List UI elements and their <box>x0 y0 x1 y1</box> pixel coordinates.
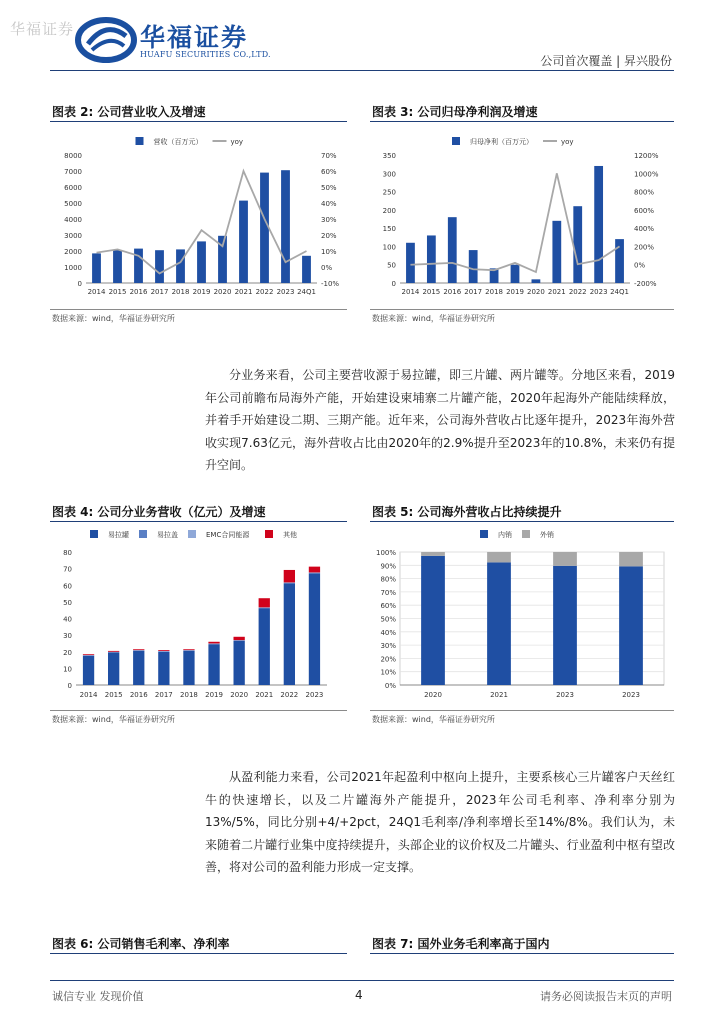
bar-其他 <box>83 654 94 655</box>
y-tick-label: 50% <box>380 615 396 624</box>
y-tick-label: 70 <box>63 565 72 574</box>
figure-2-bottom-rule <box>50 309 347 310</box>
figure-7-rule <box>370 953 674 954</box>
paragraph-text: 分业务来看，公司主要营收源于易拉罐，即三片罐、两片罐等。分地区来看，2019年公司前瞻布局海外产能，开始建设柬埔寨二片罐产能，2020年起海外产能陆续释放，并着手开始建设二期、三期产能。近年来，公司海外营收占比逐年提升，2023年海外营收实现7.63亿元，海外营收占比由2020年的2.9%提升至2023年的10.8%，未来仍有提升空间。 <box>205 368 675 472</box>
brand-name-en: HUAFU SECURITIES CO.,LTD. <box>140 50 271 59</box>
x-tick-label: 2020 <box>213 288 232 296</box>
y-tick-label: 80% <box>380 575 396 584</box>
report-type: 公司首次覆盖 | 昇兴股份 <box>540 54 672 68</box>
y-tick-label: 0 <box>67 682 72 690</box>
legend-label: 易拉盖 <box>157 531 178 539</box>
y-left-tick-label: 0 <box>391 280 396 288</box>
header-divider <box>50 70 674 71</box>
bar-易拉罐 <box>133 651 144 685</box>
y-left-tick-label: 2000 <box>64 248 82 256</box>
bar-其他 <box>158 650 169 651</box>
bar-其他 <box>208 642 219 644</box>
bar-其他 <box>234 637 245 640</box>
bar-内销 <box>487 562 511 685</box>
y-left-tick-label: 1000 <box>64 264 82 272</box>
bar-易拉罐 <box>208 644 219 685</box>
bar-其他 <box>108 651 119 652</box>
legend-swatch <box>480 530 488 538</box>
y-right-tick-label: 1200% <box>634 152 659 160</box>
y-right-tick-label: 800% <box>634 188 655 197</box>
y-right-tick-label: 60% <box>321 168 337 176</box>
y-tick-label: 0% <box>384 682 396 690</box>
figure-3-bottom-rule <box>370 309 674 310</box>
bar-2023 <box>594 166 603 283</box>
bar-2019 <box>511 265 520 283</box>
y-tick-label: 60% <box>380 602 396 611</box>
y-left-tick-label: 5000 <box>64 200 82 208</box>
bar-易拉罐 <box>259 609 270 685</box>
bar-2020 <box>532 279 541 283</box>
y-tick-label: 30 <box>63 632 72 641</box>
x-tick-label: 2015 <box>422 288 441 296</box>
y-right-tick-label: -200% <box>634 280 657 288</box>
y-right-tick-label: 30% <box>321 216 337 224</box>
bar-其他 <box>183 649 194 650</box>
x-tick-label: 2018 <box>171 288 190 296</box>
x-tick-label: 2014 <box>79 691 98 699</box>
y-tick-label: 100% <box>375 549 396 557</box>
legend-label: 营收（百万元） <box>153 138 203 146</box>
figure-5-rule <box>370 521 674 522</box>
x-tick-label: 2021 <box>234 288 253 296</box>
x-tick-label: 2021 <box>547 288 566 296</box>
y-tick-label: 50 <box>63 598 72 607</box>
bar-2021 <box>239 201 248 283</box>
x-tick-label: 2019 <box>205 691 223 699</box>
bar-其他 <box>259 598 270 607</box>
x-tick-label: 2018 <box>180 691 198 699</box>
footer-slogan: 诚信专业 发现价值 <box>52 990 144 1003</box>
figure-4-source: 数据来源：wind，华福证券研究所 <box>52 715 175 724</box>
x-tick-label: 2016 <box>443 288 462 296</box>
paragraph-text: 从盈利能力来看，公司2021年起盈利中枢向上提升，主要系核心三片罐客户天丝红牛的快速增长，以及二片罐海外产能提升，2023年公司毛利率、净利率分别为13%/5%，同比分别+4/+2pct，24Q1毛利率/净利率增长至14%/8%。我们认为，未来随着二片罐行业集中度持续提升，头部企业的议价权及二片罐头、行业盈利中枢有望改善，将对公司的盈利能力形成一定支撑。 <box>205 770 675 874</box>
figure-4-rule <box>50 521 347 522</box>
y-right-tick-label: 200% <box>634 243 655 252</box>
figure-2-source: 数据来源：wind，华福证券研究所 <box>52 314 175 323</box>
figure-3-rule <box>370 121 674 122</box>
legend-label: 内销 <box>498 531 512 539</box>
figure-3-title: 图表 3: 公司归母净利润及增速 <box>372 105 538 119</box>
bar-2021 <box>552 221 561 283</box>
x-tick-label: 2018 <box>485 288 504 296</box>
y-left-tick-label: 3000 <box>64 232 82 240</box>
y-left-tick-label: 250 <box>382 188 396 197</box>
y-left-tick-label: 200 <box>382 206 396 215</box>
x-tick-label: 2015 <box>104 691 123 699</box>
x-tick-label: 2016 <box>129 288 148 296</box>
y-left-tick-label: 4000 <box>64 216 82 224</box>
figure-3-source: 数据来源：wind，华福证券研究所 <box>372 314 495 323</box>
bar-2015 <box>427 235 436 283</box>
figure-5-bottom-rule <box>370 710 674 711</box>
yoy-line <box>410 173 619 272</box>
figure-2-title: 图表 2: 公司营业收入及增速 <box>52 105 206 119</box>
x-tick-label: 2021 <box>255 691 274 699</box>
bar-外销 <box>553 552 577 566</box>
y-left-tick-label: 6000 <box>64 184 82 192</box>
bar-2016 <box>448 217 457 283</box>
bar-其他 <box>309 567 320 573</box>
bar-外销 <box>619 552 643 566</box>
bar-2019 <box>197 241 206 283</box>
bar-易拉罐 <box>183 651 194 685</box>
legend-swatch <box>188 530 196 538</box>
y-tick-label: 10% <box>380 668 396 677</box>
bar-2014 <box>92 253 101 283</box>
y-left-tick-label: 8000 <box>64 152 82 160</box>
paragraph-profitability <box>205 766 675 879</box>
bar-24Q1 <box>302 256 311 283</box>
y-left-tick-label: 7000 <box>64 168 82 176</box>
bar-2017 <box>469 250 478 283</box>
legend-swatch <box>139 530 147 538</box>
y-left-tick-label: 100 <box>382 243 396 252</box>
y-right-tick-label: 20% <box>321 232 337 240</box>
figure-6-rule <box>50 953 347 954</box>
bar-24Q1 <box>615 239 624 283</box>
paragraph-business-breakdown <box>205 364 675 477</box>
revenue-chart <box>50 125 347 305</box>
x-tick-label: 2022 <box>280 691 299 699</box>
x-tick-label: 2022 <box>568 288 587 296</box>
brand-name: 华福证券 <box>140 23 249 52</box>
y-left-tick-label: 350 <box>382 152 396 160</box>
bar-其他 <box>133 649 144 650</box>
net-profit-chart <box>370 125 674 305</box>
x-tick-label: 2017 <box>150 288 169 296</box>
figure-6-title: 图表 6: 公司销售毛利率、净利率 <box>52 937 230 951</box>
segment-revenue-chart <box>50 524 347 707</box>
x-tick-label: 2017 <box>464 288 483 296</box>
figure-4-title: 图表 4: 公司分业务营收（亿元）及增速 <box>52 505 266 519</box>
bar-内销 <box>553 566 577 685</box>
x-tick-label: 2023 <box>589 288 608 296</box>
figure-5-title: 图表 5: 公司海外营收占比持续提升 <box>372 505 562 519</box>
bar-其他 <box>284 570 295 582</box>
legend-label: yoy <box>561 138 574 146</box>
x-tick-label: 2023 <box>305 691 324 699</box>
legend-swatch <box>452 137 460 145</box>
bar-2015 <box>113 250 122 283</box>
y-left-tick-label: 150 <box>382 225 396 234</box>
x-tick-label: 2014 <box>401 288 420 296</box>
x-tick-label: 2017 <box>154 691 173 699</box>
figure-4-bottom-rule <box>50 710 347 711</box>
legend-label: 易拉罐 <box>108 531 129 539</box>
bar-2023 <box>281 170 290 283</box>
legend-label: yoy <box>230 138 244 146</box>
x-tick-label: 2015 <box>108 288 127 296</box>
y-right-tick-label: -10% <box>321 280 340 288</box>
y-tick-label: 90% <box>380 562 396 571</box>
bar-2017 <box>155 250 164 283</box>
legend-label: 归母净利（百万元） <box>470 138 533 146</box>
x-tick-label: 2023 <box>556 691 574 699</box>
x-tick-label: 2022 <box>255 288 274 296</box>
y-tick-label: 20 <box>63 648 72 657</box>
legend-swatch <box>522 530 530 538</box>
x-tick-label: 24Q1 <box>297 288 316 296</box>
bar-易拉盖 <box>309 573 320 574</box>
legend-swatch <box>90 530 98 538</box>
bar-易拉罐 <box>284 584 295 685</box>
figure-5-source: 数据来源：wind，华福证券研究所 <box>372 715 495 724</box>
y-right-tick-label: 50% <box>321 184 337 192</box>
x-tick-label: 2023 <box>622 691 640 699</box>
legend-label: 其他 <box>283 531 297 539</box>
y-tick-label: 60 <box>63 582 72 591</box>
bar-外销 <box>487 552 511 562</box>
bar-易拉罐 <box>83 656 94 685</box>
overseas-share-chart <box>370 524 674 707</box>
bar-易拉盖 <box>284 583 295 584</box>
x-tick-label: 2016 <box>129 691 148 699</box>
bar-易拉罐 <box>108 653 119 685</box>
bar-易拉罐 <box>234 641 245 685</box>
page-number: 4 <box>355 988 363 1002</box>
x-tick-label: 2020 <box>424 691 442 699</box>
x-tick-label: 24Q1 <box>610 288 629 296</box>
bar-2016 <box>134 249 143 283</box>
bar-内销 <box>421 556 445 685</box>
y-right-tick-label: 1000% <box>634 170 659 179</box>
y-tick-label: 10 <box>63 665 72 674</box>
y-tick-label: 40% <box>380 628 396 637</box>
bar-2022 <box>260 173 269 283</box>
legend-label: EMC合同能源 <box>206 531 250 539</box>
bar-2018 <box>176 249 185 283</box>
y-right-tick-label: 0% <box>321 264 333 272</box>
y-right-tick-label: 0% <box>634 261 646 270</box>
y-tick-label: 20% <box>380 655 396 664</box>
y-left-tick-label: 50 <box>387 261 396 270</box>
legend-swatch <box>136 137 144 145</box>
y-right-tick-label: 10% <box>321 248 337 256</box>
bar-易拉罐 <box>158 652 169 685</box>
x-tick-label: 2021 <box>490 691 508 699</box>
x-tick-label: 2019 <box>506 288 524 296</box>
footer-disclaimer: 请务必阅读报告末页的声明 <box>540 990 672 1003</box>
y-tick-label: 70% <box>380 588 396 597</box>
x-tick-label: 2023 <box>276 288 295 296</box>
figure-7-title: 图表 7: 国外业务毛利率高于国内 <box>372 937 550 951</box>
y-right-tick-label: 600% <box>634 206 655 215</box>
bar-内销 <box>619 566 643 685</box>
bar-易拉罐 <box>309 574 320 685</box>
x-tick-label: 2020 <box>230 691 249 699</box>
footer-divider <box>50 980 674 981</box>
x-tick-label: 2020 <box>526 288 545 296</box>
y-right-tick-label: 70% <box>321 152 337 160</box>
y-right-tick-label: 40% <box>321 200 337 208</box>
bar-2014 <box>406 243 415 283</box>
x-tick-label: 2014 <box>87 288 106 296</box>
figure-2-rule <box>50 121 347 122</box>
y-tick-label: 40 <box>63 615 72 624</box>
legend-label: 外销 <box>540 531 554 539</box>
x-tick-label: 2019 <box>192 288 211 296</box>
watermark-text: 华福证券 <box>10 20 75 38</box>
bar-外销 <box>421 552 445 556</box>
y-right-tick-label: 400% <box>634 225 655 234</box>
y-left-tick-label: 0 <box>77 280 82 288</box>
y-tick-label: 30% <box>380 642 396 651</box>
bar-2022 <box>573 206 582 283</box>
y-tick-label: 80 <box>63 549 72 557</box>
bar-易拉盖 <box>259 608 270 609</box>
y-left-tick-label: 300 <box>382 170 396 179</box>
legend-swatch <box>265 530 273 538</box>
